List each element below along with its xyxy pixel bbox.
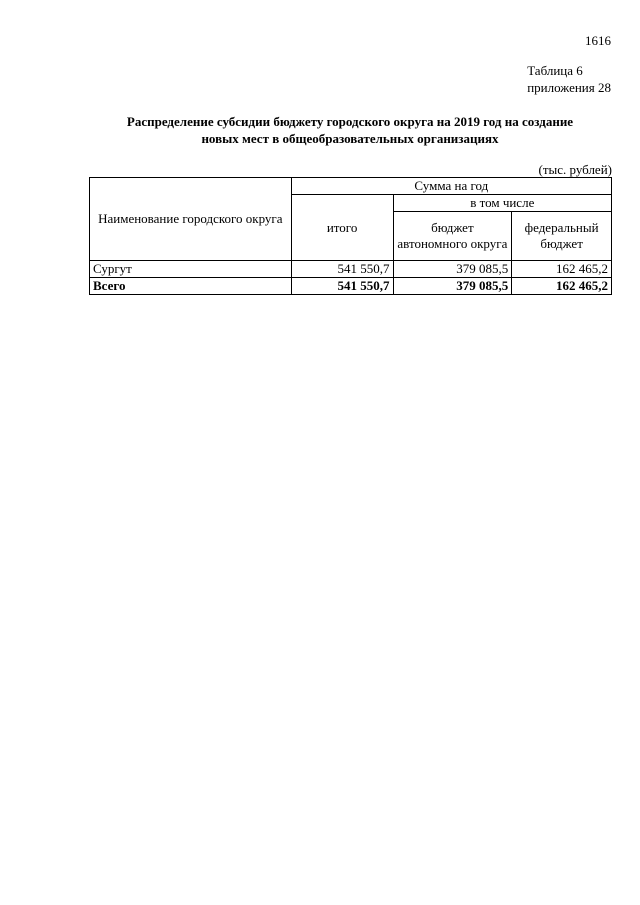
table-row xyxy=(90,261,612,278)
header-annual-sum: Сумма на год xyxy=(291,178,611,195)
document-title-line-2: новых мест в общеобразовательных организациях xyxy=(201,131,499,146)
cell-federal-budget: 162 465,2 xyxy=(512,261,612,278)
document-title-line-1: Распределение субсидии бюджету городского округа на 2019 год на создание xyxy=(126,114,574,129)
cell-total: 541 550,7 xyxy=(291,261,393,278)
header-including: в том числе xyxy=(393,195,611,212)
table-caption xyxy=(527,62,611,96)
cell-autonomous-budget: 379 085,5 xyxy=(393,261,512,278)
header-district-name: Наименование городского округа xyxy=(90,178,292,261)
header-federal-budget: федеральный бюджет xyxy=(512,212,612,261)
cell-grand-federal-budget: 162 465,2 xyxy=(512,278,612,295)
cell-total-label: Всего xyxy=(90,278,292,295)
cell-grand-total: 541 550,7 xyxy=(291,278,393,295)
table-header-row xyxy=(90,178,612,195)
document-title xyxy=(60,113,640,147)
units-label: (тыс. рублей) xyxy=(538,162,612,177)
header-autonomous-budget: бюджет автономного округа xyxy=(393,212,512,261)
table-total-row xyxy=(90,278,612,295)
page-number: 1616 xyxy=(585,33,611,48)
subsidy-distribution-table xyxy=(89,177,612,295)
table-caption-line-1: Таблица 6 xyxy=(527,63,583,78)
table-caption-line-2: приложения 28 xyxy=(527,80,611,95)
header-total: итого xyxy=(291,195,393,261)
cell-grand-autonomous-budget: 379 085,5 xyxy=(393,278,512,295)
cell-district-name: Сургут xyxy=(90,261,292,278)
